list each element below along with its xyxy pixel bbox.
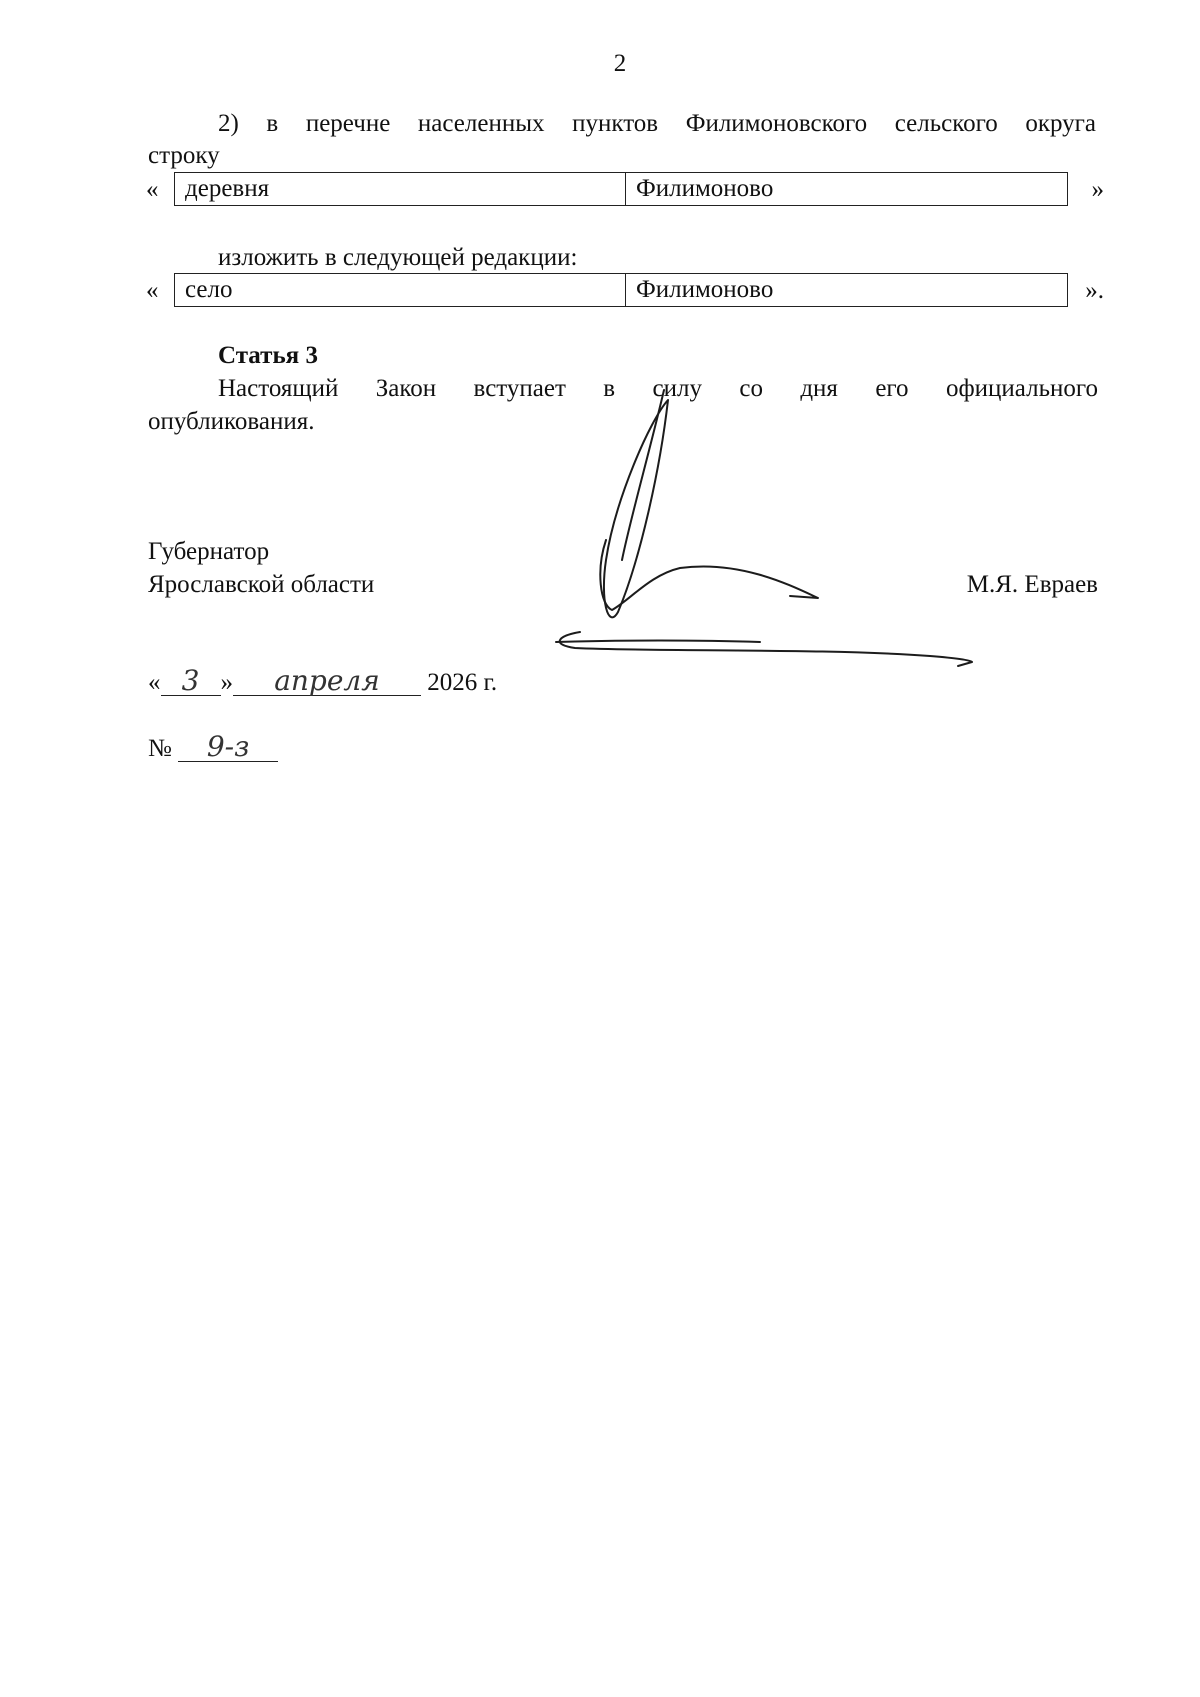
row-old-open-quote: « [146,176,159,203]
signing-date [148,664,498,698]
date-year: 2026 г. [427,669,498,696]
row-old-close-quote: » [1091,176,1104,203]
law-number [148,730,278,764]
row-new-open-quote: « [146,277,159,304]
governor-position-line1: Губернатор [148,538,270,565]
replace-instruction: изложить в следующей редакции: [218,244,578,271]
number-value: 9-з [178,733,278,762]
row-new-type-cell: село [175,274,626,307]
row-old-name-cell: Филимоново [626,173,1068,206]
governor-name: М.Я. Евраев [966,571,1098,598]
item2-text-line1: 2) в перечне населенных пунктов Филимоновского сельского округа [218,110,1096,137]
item2-text-line2: строку [148,142,220,169]
row-new-close-quote: ». [1085,277,1104,304]
article-3-text-line1: Настоящий Закон вступает в силу со дня его официального [218,375,1098,402]
page-number: 2 [613,50,627,77]
governor-position-line2: Ярославской области [148,571,375,598]
row-old-type-cell: деревня [175,173,626,206]
date-month: апреля [233,667,421,696]
date-day: 3 [161,667,221,696]
article-3-text-line2: опубликования. [148,408,315,435]
date-close-quote: » [220,669,233,696]
number-label: № [148,735,172,762]
row-new-name-cell: Филимоново [626,274,1068,307]
article-3-title: Статья 3 [218,342,318,369]
date-open-quote: « [148,669,161,696]
